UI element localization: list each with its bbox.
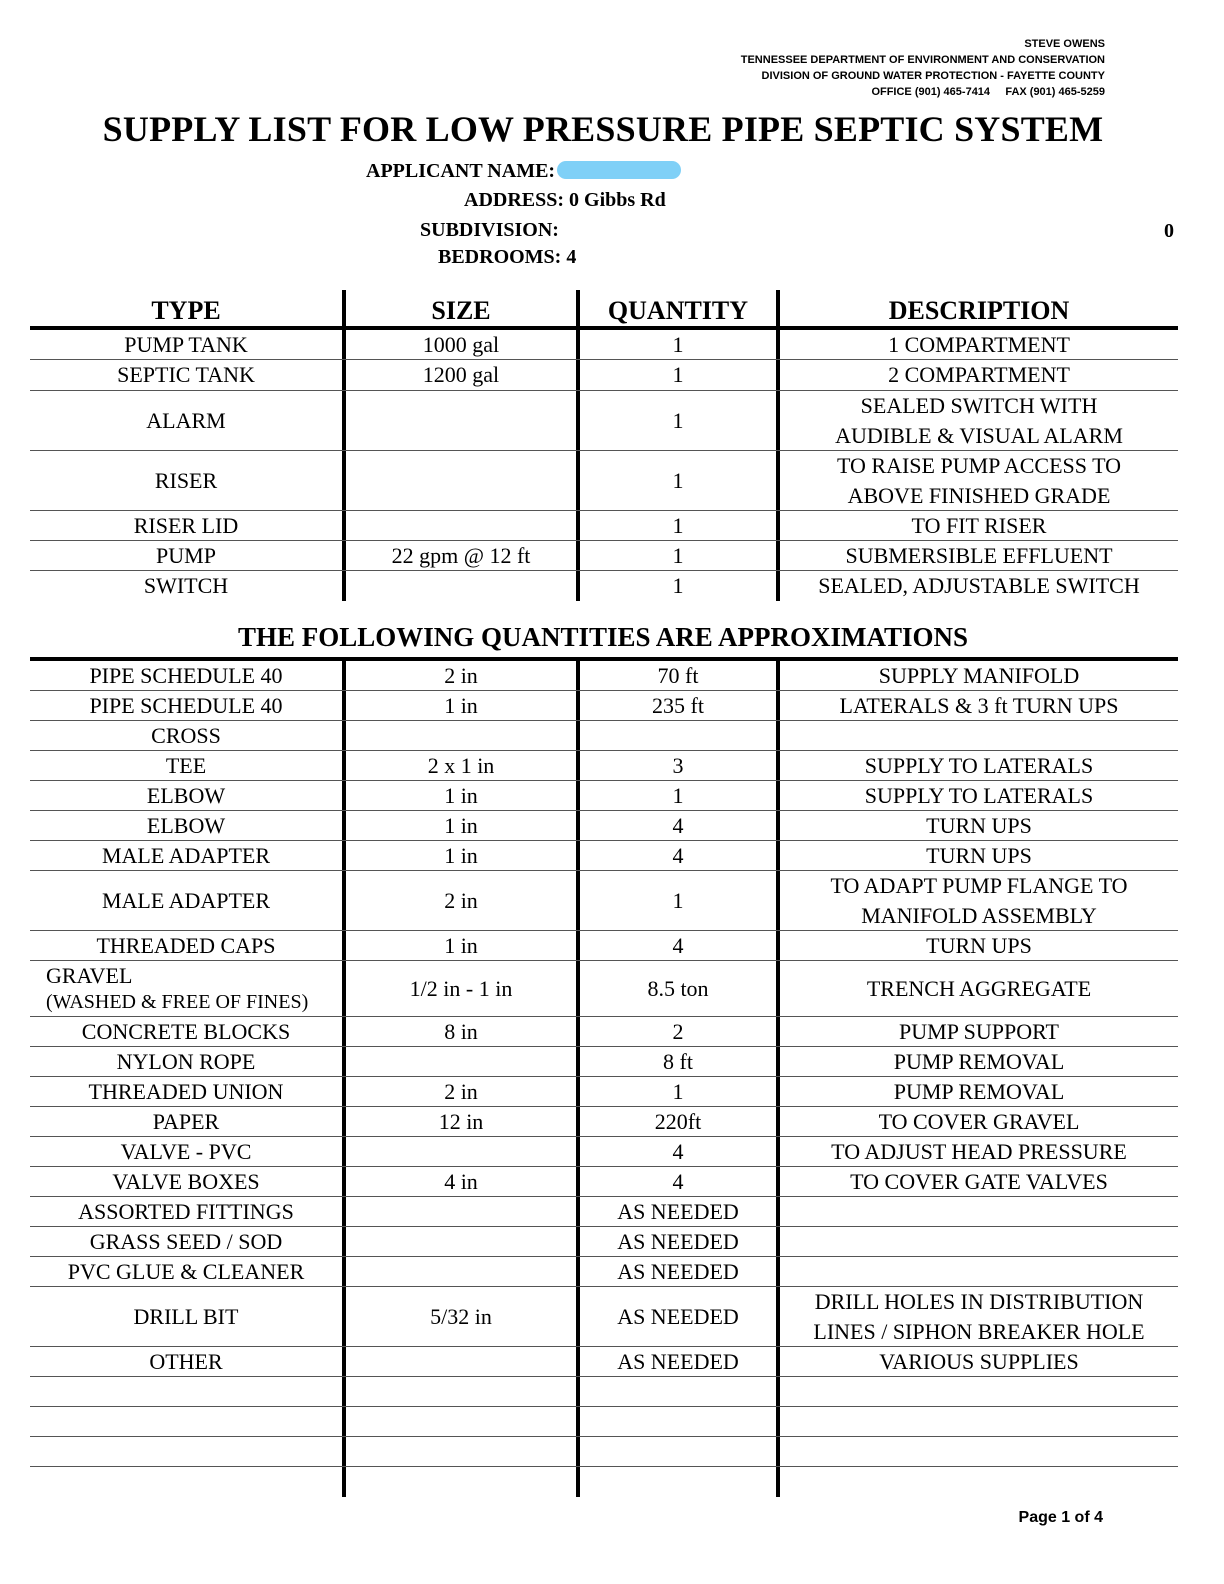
size-cell: 5/32 in (342, 1287, 576, 1346)
description-cell-line-2: ABOVE FINISHED GRADE (847, 482, 1111, 508)
blank-cell (776, 1377, 1178, 1406)
quantity-cell: 1 (576, 391, 776, 450)
type-cell-line-1: GRAVEL (46, 962, 133, 988)
table-row (30, 360, 1178, 391)
type-cell: CONCRETE BLOCKS (81, 1018, 291, 1044)
description-cell (776, 721, 1178, 750)
column-header-type: TYPE (151, 296, 221, 325)
supply-table-approximations (30, 661, 1178, 1497)
size-cell: 8 in (342, 1017, 576, 1046)
quantity-cell: 4 (576, 931, 776, 960)
description-cell (776, 391, 1178, 450)
size-cell: 1 in (342, 931, 576, 960)
table-row (30, 1167, 1178, 1197)
description-cell-line-1: SEALED SWITCH WITH (860, 392, 1098, 418)
table-row (30, 721, 1178, 751)
applicant-name-label: APPLICANT NAME: (366, 160, 556, 182)
blank-cell (342, 1407, 576, 1436)
size-cell (342, 1197, 576, 1226)
header-line-name: STEVE OWENS (1024, 38, 1105, 50)
redacted-name-mark (557, 161, 681, 179)
blank-table-row (30, 1407, 1178, 1437)
size-cell (342, 391, 576, 450)
size-cell: 1000 gal (342, 330, 576, 359)
description-cell: SUPPLY TO LATERALS (776, 751, 1178, 780)
type-cell: THREADED UNION (88, 1078, 284, 1104)
table-row (30, 751, 1178, 781)
blank-table-row (30, 1437, 1178, 1467)
quantity-cell: 3 (576, 751, 776, 780)
description-cell: TURN UPS (776, 931, 1178, 960)
description-cell: TRENCH AGGREGATE (776, 961, 1178, 1016)
description-cell: SUBMERSIBLE EFFLUENT (776, 541, 1178, 570)
type-cell (30, 961, 342, 1016)
quantity-cell: AS NEEDED (576, 1257, 776, 1286)
description-cell: PUMP SUPPORT (776, 1017, 1178, 1046)
subdivision-row (420, 219, 559, 242)
header-line-department: TENNESSEE DEPARTMENT OF ENVIRONMENT AND CONSERVATION (740, 54, 1105, 66)
quantity-cell: 1 (576, 1077, 776, 1106)
type-cell: VALVE - PVC (120, 1138, 252, 1164)
blank-cell (776, 1437, 1178, 1466)
approx-table-body (30, 661, 1178, 1497)
table-row (30, 661, 1178, 691)
size-cell (342, 721, 576, 750)
table-row (30, 541, 1178, 571)
type-cell: PUMP (156, 542, 216, 568)
quantity-cell: 4 (576, 1167, 776, 1196)
quantity-cell: 1 (576, 451, 776, 510)
quantity-cell: AS NEEDED (576, 1227, 776, 1256)
blank-table-row (30, 1467, 1178, 1497)
quantity-cell: 4 (576, 841, 776, 870)
quantity-cell: 1 (576, 871, 776, 930)
quantity-cell: 235 ft (576, 691, 776, 720)
description-cell (776, 1257, 1178, 1286)
type-cell: ELBOW (146, 812, 226, 838)
quantity-cell: 70 ft (576, 661, 776, 690)
blank-cell (776, 1467, 1178, 1497)
quantity-cell: AS NEEDED (576, 1197, 776, 1226)
type-cell: DRILL BIT (133, 1303, 239, 1329)
supply-table-main (30, 290, 1178, 601)
size-cell (342, 571, 576, 601)
blank-cell (30, 1437, 342, 1466)
blank-cell (576, 1377, 776, 1406)
size-cell: 2 in (342, 661, 576, 690)
main-table-body (30, 330, 1178, 601)
description-cell: TURN UPS (776, 841, 1178, 870)
column-header-description: DESCRIPTION (776, 290, 1178, 326)
description-cell: SUPPLY TO LATERALS (776, 781, 1178, 810)
page-number: Page 1 of 4 (1018, 1509, 1103, 1526)
description-cell-line-2: MANIFOLD ASSEMBLY (861, 902, 1097, 928)
blank-cell (776, 1407, 1178, 1436)
approximations-heading: THE FOLLOWING QUANTITIES ARE APPROXIMATIONS (237, 622, 969, 652)
blank-cell (30, 1377, 342, 1406)
table-row (30, 511, 1178, 541)
table-row (30, 1107, 1178, 1137)
table-header-row (30, 290, 1178, 330)
size-cell: 2 x 1 in (342, 751, 576, 780)
type-cell: PIPE SCHEDULE 40 (89, 692, 283, 718)
quantity-cell: 1 (576, 781, 776, 810)
description-cell: 1 COMPARTMENT (776, 330, 1178, 359)
description-cell: PUMP REMOVAL (776, 1047, 1178, 1076)
quantity-cell: AS NEEDED (576, 1347, 776, 1376)
description-cell-line-2: LINES / SIPHON BREAKER HOLE (813, 1318, 1145, 1344)
description-cell (776, 1227, 1178, 1256)
description-cell-line-1: TO RAISE PUMP ACCESS TO (836, 452, 1122, 478)
type-cell: PAPER (152, 1108, 220, 1134)
table-row (30, 451, 1178, 511)
description-cell: SEALED, ADJUSTABLE SWITCH (776, 571, 1178, 601)
type-cell: ASSORTED FITTINGS (78, 1198, 294, 1224)
type-cell: NYLON ROPE (116, 1048, 256, 1074)
table-row (30, 781, 1178, 811)
quantity-cell: 4 (576, 1137, 776, 1166)
quantity-cell (576, 721, 776, 750)
size-cell: 1 in (342, 841, 576, 870)
blank-cell (576, 1467, 776, 1497)
size-cell: 1200 gal (342, 360, 576, 390)
blank-cell (342, 1377, 576, 1406)
size-cell: 22 gpm @ 12 ft (342, 541, 576, 570)
description-cell (776, 1287, 1178, 1346)
bedrooms-row (438, 246, 576, 269)
quantity-cell: 1 (576, 541, 776, 570)
description-cell: TO COVER GATE VALVES (776, 1167, 1178, 1196)
table-row (30, 1227, 1178, 1257)
size-cell (342, 1047, 576, 1076)
type-cell: ALARM (146, 407, 226, 433)
applicant-name-row (366, 160, 681, 183)
table-row (30, 691, 1178, 721)
type-cell: CROSS (151, 722, 221, 748)
blank-table-row (30, 1377, 1178, 1407)
table-row (30, 961, 1178, 1017)
description-cell-line-2: AUDIBLE & VISUAL ALARM (835, 422, 1123, 448)
description-cell: TURN UPS (776, 811, 1178, 840)
size-cell: 1 in (342, 781, 576, 810)
address-row (464, 189, 666, 212)
description-cell: SUPPLY MANIFOLD (776, 661, 1178, 690)
table-row (30, 1017, 1178, 1047)
quantity-cell: 1 (576, 360, 776, 390)
blank-cell (342, 1467, 576, 1497)
quantity-cell: 8 ft (576, 1047, 776, 1076)
size-cell (342, 451, 576, 510)
table-row (30, 571, 1178, 601)
type-cell: TEE (165, 752, 207, 778)
blank-cell (576, 1437, 776, 1466)
description-cell (776, 871, 1178, 930)
table-row (30, 1077, 1178, 1107)
size-cell (342, 1257, 576, 1286)
quantity-cell: 1 (576, 511, 776, 540)
size-cell: 1 in (342, 811, 576, 840)
quantity-cell: 1 (576, 330, 776, 359)
size-cell: 2 in (342, 871, 576, 930)
bedrooms-value: 4 (566, 246, 577, 268)
size-cell: 12 in (342, 1107, 576, 1136)
description-cell: TO FIT RISER (776, 511, 1178, 540)
bedrooms-label: BEDROOMS: (438, 246, 562, 268)
subdivision-value: 0 (1164, 220, 1174, 242)
table-row (30, 1197, 1178, 1227)
address-value: 0 Gibbs Rd (569, 189, 666, 211)
type-cell: PVC GLUE & CLEANER (67, 1258, 305, 1284)
size-cell (342, 1137, 576, 1166)
description-cell: TO ADJUST HEAD PRESSURE (776, 1137, 1178, 1166)
type-cell: GRASS SEED / SOD (89, 1228, 283, 1254)
type-cell-line-2: (WASHED & FREE OF FINES) (46, 990, 309, 1013)
table-row (30, 1047, 1178, 1077)
size-cell: 1 in (342, 691, 576, 720)
quantity-cell: 1 (576, 571, 776, 601)
size-cell (342, 1347, 576, 1376)
type-cell: OTHER (149, 1348, 223, 1374)
description-cell: LATERALS & 3 ft TURN UPS (776, 691, 1178, 720)
type-cell: VALVE BOXES (112, 1168, 260, 1194)
table-row (30, 1137, 1178, 1167)
size-cell (342, 511, 576, 540)
type-cell: MALE ADAPTER (101, 887, 271, 913)
type-cell: PIPE SCHEDULE 40 (89, 662, 283, 688)
type-cell: SEPTIC TANK (117, 362, 255, 387)
subdivision-label: SUBDIVISION: (420, 219, 559, 241)
type-cell: MALE ADAPTER (101, 842, 271, 868)
description-cell (776, 1197, 1178, 1226)
description-cell-line-1: DRILL HOLES IN DISTRIBUTION (814, 1288, 1144, 1314)
description-cell: PUMP REMOVAL (776, 1077, 1178, 1106)
size-cell: 1/2 in - 1 in (342, 961, 576, 1016)
table-row (30, 330, 1178, 360)
table-row (30, 391, 1178, 451)
table-row (30, 841, 1178, 871)
type-cell: PUMP TANK (124, 331, 248, 357)
description-cell-line-1: TO ADAPT PUMP FLANGE TO (830, 872, 1128, 898)
header-line-division: DIVISION OF GROUND WATER PROTECTION - FAYETTE COUNTY (761, 70, 1105, 82)
type-cell: RISER (154, 467, 218, 493)
blank-cell (576, 1407, 776, 1436)
size-cell: 2 in (342, 1077, 576, 1106)
table-row (30, 1347, 1178, 1377)
address-label: ADDRESS: (464, 189, 565, 211)
table-row (30, 1257, 1178, 1287)
quantity-cell: AS NEEDED (576, 1287, 776, 1346)
description-cell (776, 451, 1178, 510)
blank-cell (30, 1407, 342, 1436)
description-cell: VARIOUS SUPPLIES (776, 1347, 1178, 1376)
table-row (30, 931, 1178, 961)
quantity-cell: 8.5 ton (576, 961, 776, 1016)
table-row (30, 811, 1178, 841)
column-header-size: SIZE (342, 290, 576, 326)
quantity-cell: 220ft (576, 1107, 776, 1136)
table-row (30, 1287, 1178, 1347)
size-cell: 4 in (342, 1167, 576, 1196)
quantity-cell: 4 (576, 811, 776, 840)
header-line-contact: OFFICE (901) 465-7414 FAX (901) 465-5259 (871, 86, 1105, 98)
type-cell: RISER LID (133, 512, 239, 538)
type-cell: ELBOW (146, 782, 226, 808)
blank-cell (30, 1467, 342, 1497)
description-cell: TO COVER GRAVEL (776, 1107, 1178, 1136)
table-row (30, 871, 1178, 931)
blank-cell (342, 1437, 576, 1466)
description-cell: 2 COMPARTMENT (776, 360, 1178, 390)
column-header-quantity: QUANTITY (576, 290, 776, 326)
size-cell (342, 1227, 576, 1256)
type-cell: SWITCH (143, 573, 229, 598)
agency-header (741, 36, 1105, 100)
quantity-cell: 2 (576, 1017, 776, 1046)
document-title: SUPPLY LIST FOR LOW PRESSURE PIPE SEPTIC SYSTEM (102, 109, 1104, 149)
type-cell: THREADED CAPS (96, 932, 276, 958)
